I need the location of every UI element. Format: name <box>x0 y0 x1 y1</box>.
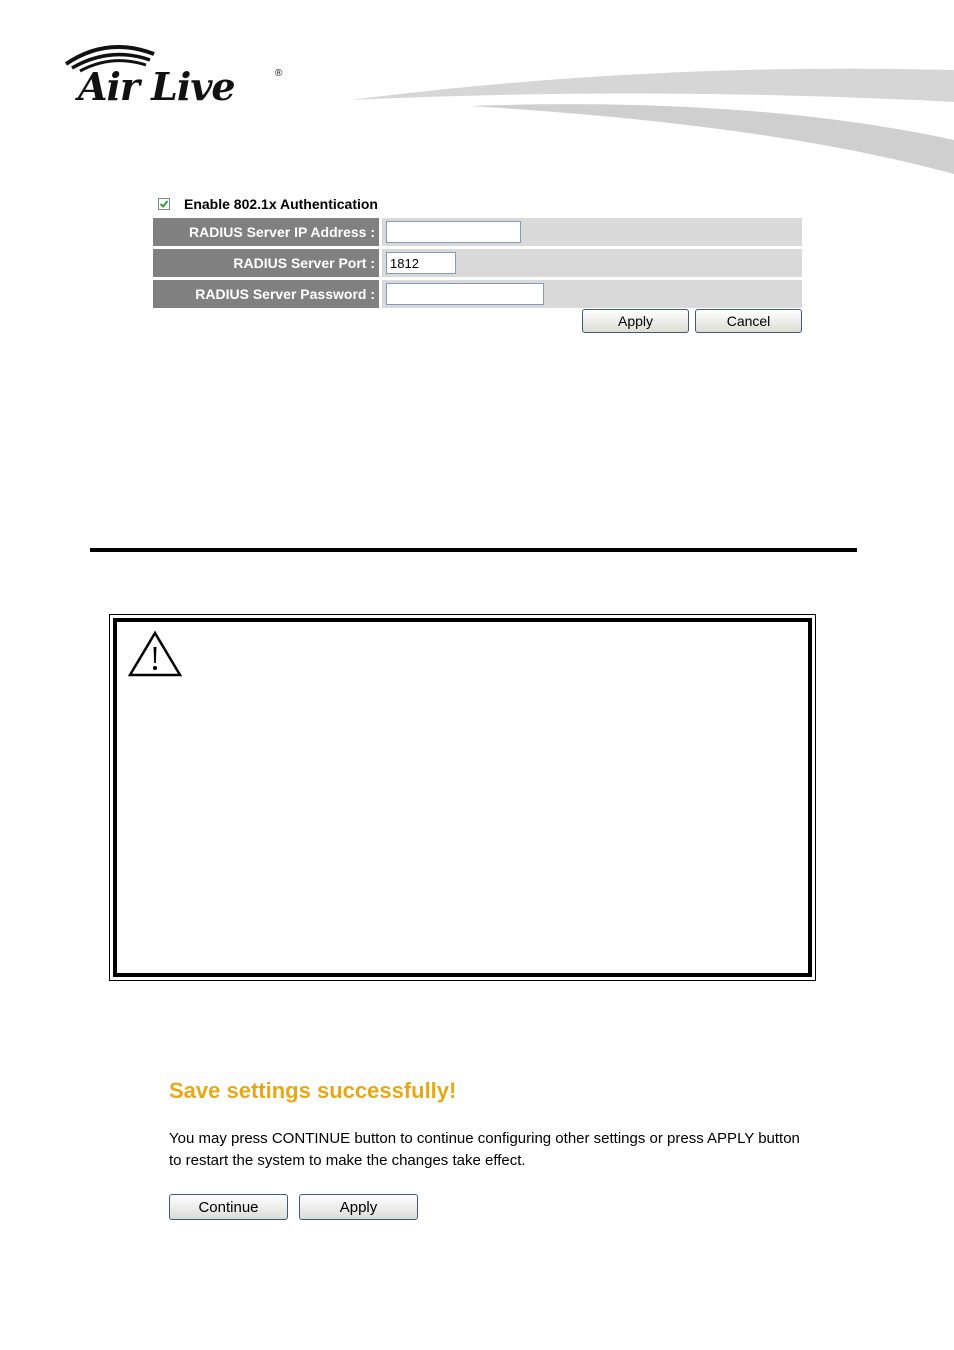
warning-triangle-icon <box>128 630 182 678</box>
enable-8021x-checkbox[interactable] <box>158 198 170 210</box>
logo-text: Air Live <box>78 64 235 109</box>
radius-password-label: RADIUS Server Password : <box>153 280 379 308</box>
radius-ip-label: RADIUS Server IP Address : <box>153 218 379 246</box>
enable-8021x-row[interactable] <box>158 195 378 213</box>
continue-button[interactable]: Continue <box>169 1194 288 1220</box>
radius-port-row <box>153 249 802 277</box>
checkmark-icon <box>159 199 169 209</box>
warning-box <box>113 618 812 977</box>
restart-apply-button[interactable]: Apply <box>299 1194 418 1220</box>
airlive-logo <box>62 40 292 110</box>
radius-port-input[interactable] <box>386 252 456 274</box>
section-divider <box>90 548 857 552</box>
save-success-title: Save settings successfully! <box>169 1078 457 1103</box>
enable-8021x-label: Enable 802.1x Authentication <box>184 196 378 212</box>
radius-password-input[interactable] <box>386 283 544 305</box>
cancel-button[interactable]: Cancel <box>695 309 802 333</box>
apply-button[interactable]: Apply <box>582 309 689 333</box>
registered-mark: ® <box>275 68 283 79</box>
radius-port-label: RADIUS Server Port : <box>153 249 379 277</box>
save-success-message: You may press CONTINUE button to continue configuring other settings or press APPLY button to restart the system to make the changes take effect. <box>169 1130 800 1169</box>
radius-ip-row <box>153 218 802 246</box>
radius-ip-input[interactable] <box>386 221 521 243</box>
radius-password-row <box>153 280 802 308</box>
header-swoosh-icon <box>350 62 954 182</box>
